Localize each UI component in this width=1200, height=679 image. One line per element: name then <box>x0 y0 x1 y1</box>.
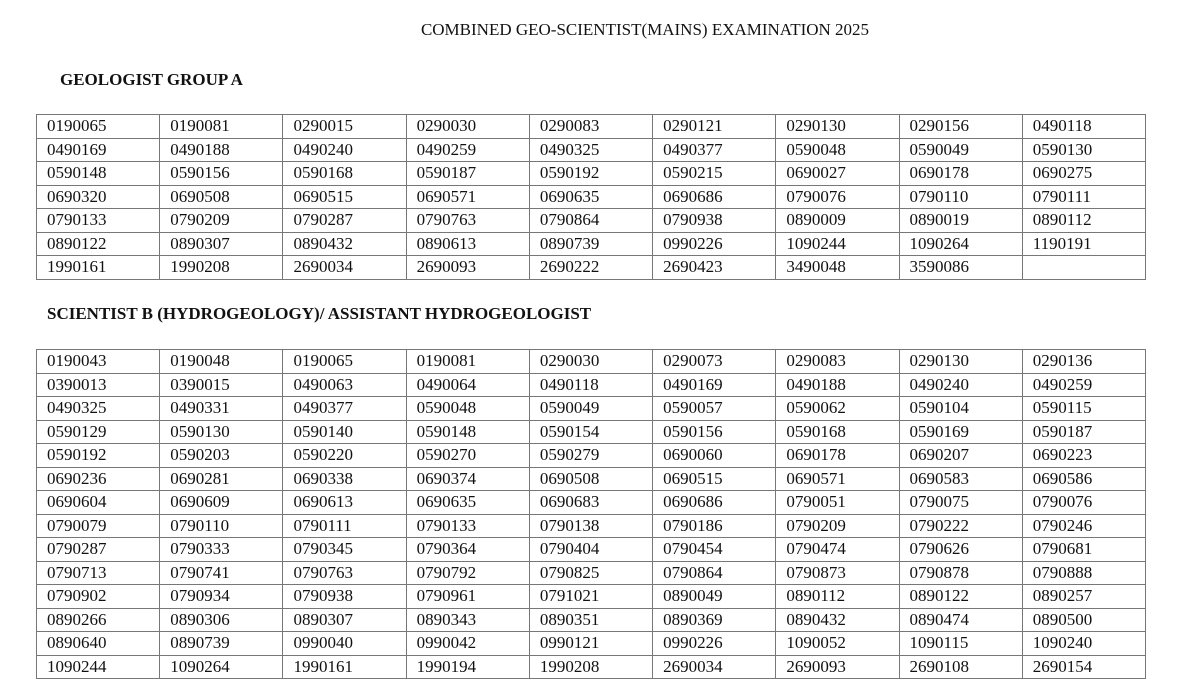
roll-number-cell: 1090264 <box>899 232 1022 256</box>
roll-number-cell: 0590048 <box>776 138 899 162</box>
roll-number-cell: 0790713 <box>37 561 160 585</box>
roll-number-cell: 0390015 <box>160 373 283 397</box>
roll-number-cell: 2690154 <box>1022 655 1145 679</box>
roll-number-cell: 0790287 <box>37 538 160 562</box>
roll-number-cell: 0290083 <box>529 115 652 139</box>
roll-number-cell: 0790474 <box>776 538 899 562</box>
roll-number-cell: 0790792 <box>406 561 529 585</box>
roll-number-cell: 0490169 <box>37 138 160 162</box>
roll-number-cell: 0490063 <box>283 373 406 397</box>
roll-number-cell: 0990226 <box>653 632 776 656</box>
roll-number-cell: 0590156 <box>653 420 776 444</box>
roll-number-cell: 0790345 <box>283 538 406 562</box>
roll-number-cell: 0790864 <box>653 561 776 585</box>
roll-number-cell: 0990226 <box>653 232 776 256</box>
roll-number-cell: 1990161 <box>283 655 406 679</box>
roll-number-cell: 0290156 <box>899 115 1022 139</box>
roll-number-cell: 0490118 <box>1022 115 1145 139</box>
roll-number-cell: 2690093 <box>776 655 899 679</box>
roll-number-cell: 0690686 <box>653 491 776 515</box>
roll-number-cell: 0590154 <box>529 420 652 444</box>
table-row <box>37 138 1146 162</box>
roll-number-cell: 0890500 <box>1022 608 1145 632</box>
table-row <box>37 561 1146 585</box>
roll-number-cell: 0490377 <box>653 138 776 162</box>
roll-number-cell: 0490259 <box>1022 373 1145 397</box>
table-row <box>37 491 1146 515</box>
roll-number-cell: 0690338 <box>283 467 406 491</box>
roll-number-cell: 2690423 <box>653 256 776 280</box>
roll-number-cell: 0890307 <box>160 232 283 256</box>
roll-number-cell: 0590129 <box>37 420 160 444</box>
roll-number-cell: 0790246 <box>1022 514 1145 538</box>
roll-number-cell: 0690178 <box>899 162 1022 186</box>
roll-number-cell: 0590192 <box>529 162 652 186</box>
roll-number-cell: 0890739 <box>160 632 283 656</box>
roll-number-cell: 0890019 <box>899 209 1022 233</box>
table-row <box>37 256 1146 280</box>
roll-number-cell: 0290130 <box>899 350 1022 374</box>
roll-number-cell: 0890474 <box>899 608 1022 632</box>
roll-number-cell: 0790888 <box>1022 561 1145 585</box>
roll-number-cell: 1190191 <box>1022 232 1145 256</box>
roll-number-cell: 0790051 <box>776 491 899 515</box>
roll-number-cell: 0490188 <box>776 373 899 397</box>
roll-number-cell: 0790364 <box>406 538 529 562</box>
roll-number-cell: 1090052 <box>776 632 899 656</box>
roll-number-cell: 0790186 <box>653 514 776 538</box>
roll-number-cell: 0690571 <box>776 467 899 491</box>
roll-number-cell: 0590115 <box>1022 397 1145 421</box>
table-row <box>37 538 1146 562</box>
roll-number-cell: 1990161 <box>37 256 160 280</box>
roll-number-cell: 0790681 <box>1022 538 1145 562</box>
roll-number-cell: 0890739 <box>529 232 652 256</box>
table-row <box>37 514 1146 538</box>
roll-number-cell: 0590057 <box>653 397 776 421</box>
roll-number-cell: 0590168 <box>776 420 899 444</box>
roll-number-cell: 0690508 <box>529 467 652 491</box>
roll-number-cell: 0790110 <box>160 514 283 538</box>
roll-number-cell: 0990040 <box>283 632 406 656</box>
table-row <box>37 373 1146 397</box>
roll-number-cell: 0190081 <box>406 350 529 374</box>
roll-number-cell: 0790961 <box>406 585 529 609</box>
table-row <box>37 115 1146 139</box>
roll-number-cell: 1090244 <box>776 232 899 256</box>
roll-number-cell: 0590049 <box>529 397 652 421</box>
roll-number-cell: 0791021 <box>529 585 652 609</box>
roll-number-cell: 0890369 <box>653 608 776 632</box>
roll-number-cell: 0790076 <box>776 185 899 209</box>
roll-number-cell: 0690635 <box>529 185 652 209</box>
roll-number-cell: 0690275 <box>1022 162 1145 186</box>
roll-number-cell: 3490048 <box>776 256 899 280</box>
roll-number-cell: 0890343 <box>406 608 529 632</box>
roll-number-cell: 2690034 <box>653 655 776 679</box>
roll-number-table-geologist <box>36 114 1146 280</box>
roll-number-cell: 0790333 <box>160 538 283 562</box>
roll-number-cell: 0790938 <box>653 209 776 233</box>
roll-number-cell: 0590192 <box>37 444 160 468</box>
roll-number-cell: 0890112 <box>776 585 899 609</box>
roll-number-cell: 0690609 <box>160 491 283 515</box>
roll-number-cell: 0790864 <box>529 209 652 233</box>
table-row <box>37 632 1146 656</box>
roll-number-cell: 0790209 <box>776 514 899 538</box>
roll-number-cell: 0590130 <box>1022 138 1145 162</box>
roll-number-cell: 0490240 <box>899 373 1022 397</box>
roll-number-cell: 1990208 <box>160 256 283 280</box>
roll-number-cell: 0290030 <box>406 115 529 139</box>
roll-number-cell: 0590140 <box>283 420 406 444</box>
roll-number-cell: 3590086 <box>899 256 1022 280</box>
roll-number-cell: 0890306 <box>160 608 283 632</box>
roll-number-cell: 0590279 <box>529 444 652 468</box>
roll-number-cell: 0490240 <box>283 138 406 162</box>
roll-number-cell: 0690515 <box>653 467 776 491</box>
roll-number-cell: 0290073 <box>653 350 776 374</box>
roll-number-cell: 0790873 <box>776 561 899 585</box>
roll-number-cell: 0690508 <box>160 185 283 209</box>
table-row <box>37 585 1146 609</box>
section-heading-geologist-group-a: GEOLOGIST GROUP A <box>60 70 243 89</box>
roll-number-cell: 0890640 <box>37 632 160 656</box>
roll-number-cell: 0690178 <box>776 444 899 468</box>
roll-number-cell: 0590104 <box>899 397 1022 421</box>
roll-number-cell: 0590270 <box>406 444 529 468</box>
roll-number-cell: 0690683 <box>529 491 652 515</box>
roll-number-cell: 0590148 <box>37 162 160 186</box>
roll-number-cell: 0590048 <box>406 397 529 421</box>
roll-number-cell: 0190043 <box>37 350 160 374</box>
roll-number-cell: 0190048 <box>160 350 283 374</box>
roll-number-cell: 0590049 <box>899 138 1022 162</box>
table-row <box>37 444 1146 468</box>
roll-number-cell: 0590169 <box>899 420 1022 444</box>
roll-number-cell: 0190065 <box>37 115 160 139</box>
roll-number-cell: 2690034 <box>283 256 406 280</box>
table-row <box>37 397 1146 421</box>
roll-number-cell: 0290121 <box>653 115 776 139</box>
roll-number-cell: 0790902 <box>37 585 160 609</box>
roll-number-cell: 0590187 <box>1022 420 1145 444</box>
roll-number-cell: 0590062 <box>776 397 899 421</box>
roll-number-cell: 0790404 <box>529 538 652 562</box>
roll-number-cell: 0790209 <box>160 209 283 233</box>
roll-number-cell: 0690281 <box>160 467 283 491</box>
roll-number-cell: 0890307 <box>283 608 406 632</box>
roll-number-cell: 0590148 <box>406 420 529 444</box>
roll-number-cell: 0490118 <box>529 373 652 397</box>
roll-number-cell: 2690093 <box>406 256 529 280</box>
roll-number-cell: 0790110 <box>899 185 1022 209</box>
roll-number-cell: 0590156 <box>160 162 283 186</box>
roll-number-cell: 0490377 <box>283 397 406 421</box>
roll-number-cell: 0590187 <box>406 162 529 186</box>
roll-number-cell: 0790825 <box>529 561 652 585</box>
roll-number-cell: 0690571 <box>406 185 529 209</box>
roll-number-cell: 1090115 <box>899 632 1022 656</box>
roll-number-cell: 0890122 <box>37 232 160 256</box>
roll-number-cell: 1990208 <box>529 655 652 679</box>
roll-number-cell: 0890613 <box>406 232 529 256</box>
roll-number-cell: 0790287 <box>283 209 406 233</box>
roll-number-cell: 0690223 <box>1022 444 1145 468</box>
roll-number-cell: 1090240 <box>1022 632 1145 656</box>
document-title: COMBINED GEO-SCIENTIST(MAINS) EXAMINATION 2025 <box>420 20 870 39</box>
roll-number-cell <box>1022 256 1145 280</box>
roll-number-cell: 0190081 <box>160 115 283 139</box>
table-row <box>37 162 1146 186</box>
roll-number-cell: 1090244 <box>37 655 160 679</box>
roll-number-cell: 0690515 <box>283 185 406 209</box>
roll-number-cell: 0290136 <box>1022 350 1145 374</box>
roll-number-cell: 0590203 <box>160 444 283 468</box>
roll-number-cell: 1090264 <box>160 655 283 679</box>
roll-number-cell: 0690586 <box>1022 467 1145 491</box>
table-row <box>37 467 1146 491</box>
roll-number-cell: 0890049 <box>653 585 776 609</box>
roll-number-cell: 0690613 <box>283 491 406 515</box>
roll-number-cell: 0290130 <box>776 115 899 139</box>
roll-number-cell: 0690027 <box>776 162 899 186</box>
roll-number-cell: 0490188 <box>160 138 283 162</box>
roll-number-cell: 0790111 <box>283 514 406 538</box>
roll-number-cell: 0590130 <box>160 420 283 444</box>
roll-number-table-scientist-b <box>36 349 1146 679</box>
roll-number-cell: 1990194 <box>406 655 529 679</box>
roll-number-cell: 0590220 <box>283 444 406 468</box>
table-row <box>37 350 1146 374</box>
roll-number-cell: 0890351 <box>529 608 652 632</box>
roll-number-cell: 0890112 <box>1022 209 1145 233</box>
roll-number-cell: 0390013 <box>37 373 160 397</box>
section-heading-scientist-b: SCIENTIST B (HYDROGEOLOGY)/ ASSISTANT HYDROGEOLOGIST <box>47 304 592 323</box>
roll-number-cell: 0790133 <box>37 209 160 233</box>
roll-number-cell: 0190065 <box>283 350 406 374</box>
roll-number-cell: 0490259 <box>406 138 529 162</box>
roll-number-cell: 0790111 <box>1022 185 1145 209</box>
roll-number-cell: 0690604 <box>37 491 160 515</box>
roll-number-cell: 2690222 <box>529 256 652 280</box>
roll-number-cell: 0790222 <box>899 514 1022 538</box>
roll-number-cell: 0690207 <box>899 444 1022 468</box>
roll-number-cell: 0990042 <box>406 632 529 656</box>
table-row <box>37 232 1146 256</box>
roll-number-cell: 0690686 <box>653 185 776 209</box>
roll-number-cell: 0890257 <box>1022 585 1145 609</box>
roll-number-cell: 0790079 <box>37 514 160 538</box>
roll-number-cell: 0790133 <box>406 514 529 538</box>
roll-number-cell: 0790138 <box>529 514 652 538</box>
roll-number-cell: 0690320 <box>37 185 160 209</box>
table-row <box>37 420 1146 444</box>
roll-number-cell: 0590215 <box>653 162 776 186</box>
roll-number-cell: 0890432 <box>776 608 899 632</box>
roll-number-cell: 0690236 <box>37 467 160 491</box>
roll-number-cell: 0490064 <box>406 373 529 397</box>
roll-number-cell: 0690060 <box>653 444 776 468</box>
roll-number-cell: 0790454 <box>653 538 776 562</box>
roll-number-cell: 0790076 <box>1022 491 1145 515</box>
roll-number-cell: 0790075 <box>899 491 1022 515</box>
roll-number-cell: 0690374 <box>406 467 529 491</box>
roll-number-cell: 0590168 <box>283 162 406 186</box>
roll-number-cell: 0690635 <box>406 491 529 515</box>
table-row <box>37 608 1146 632</box>
roll-number-cell: 0290083 <box>776 350 899 374</box>
roll-number-cell: 0790741 <box>160 561 283 585</box>
roll-number-cell: 0490325 <box>529 138 652 162</box>
roll-number-cell: 0290015 <box>283 115 406 139</box>
roll-number-cell: 0490169 <box>653 373 776 397</box>
table-row <box>37 209 1146 233</box>
roll-number-cell: 0290030 <box>529 350 652 374</box>
roll-number-cell: 0490325 <box>37 397 160 421</box>
roll-number-cell: 0790878 <box>899 561 1022 585</box>
roll-number-cell: 0890432 <box>283 232 406 256</box>
roll-number-cell: 0790626 <box>899 538 1022 562</box>
roll-number-cell: 0690583 <box>899 467 1022 491</box>
roll-number-cell: 0790934 <box>160 585 283 609</box>
roll-number-cell: 2690108 <box>899 655 1022 679</box>
table-row <box>37 185 1146 209</box>
roll-number-cell: 0890266 <box>37 608 160 632</box>
roll-number-cell: 0790763 <box>283 561 406 585</box>
roll-number-cell: 0990121 <box>529 632 652 656</box>
roll-number-cell: 0790938 <box>283 585 406 609</box>
roll-number-cell: 0490331 <box>160 397 283 421</box>
roll-number-cell: 0790763 <box>406 209 529 233</box>
roll-number-cell: 0890122 <box>899 585 1022 609</box>
roll-number-cell: 0890009 <box>776 209 899 233</box>
